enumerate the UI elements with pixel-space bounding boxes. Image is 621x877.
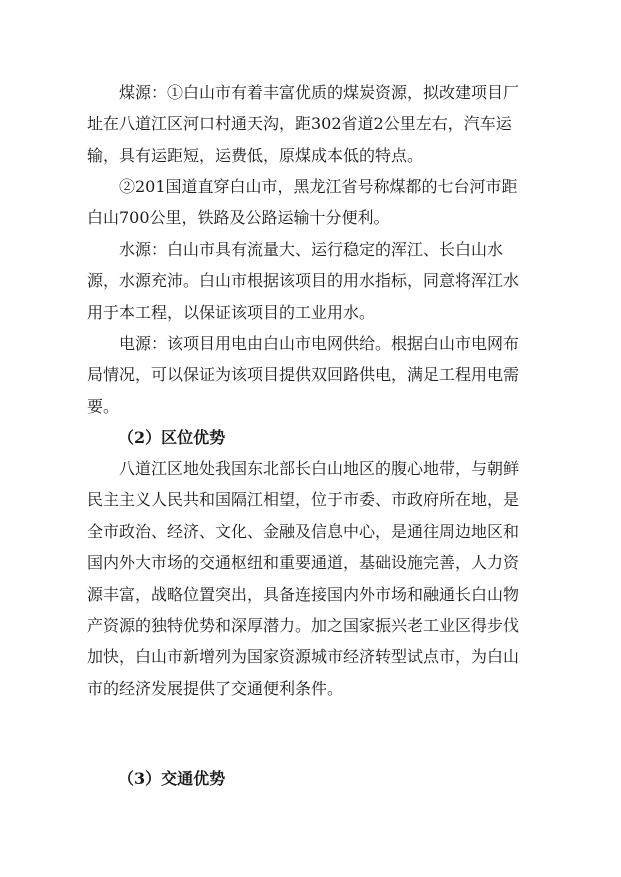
- paragraph-coal-source: 煤源：①白山市有着丰富优质的煤炭资源，拟改建项目厂址在八道江区河口村通天沟，距302省道2公里左右，汽车运输，具有运距短，运费低，原煤成本低的特点。: [87, 83, 520, 165]
- paragraph-power-source: 电源：该项目用电由白山市电网供给。根据白山市电网布局情况，可以保证为该项目提供双回路供电，满足工程用电需要。: [87, 334, 520, 416]
- paragraph-location: 八道江区地处我国东北部长白山地区的腹心地带，与朝鲜民主主义人民共和国隔江相望，位于市委、市政府所在地，是全市政治、经济、文化、金融及信息中心，是通往周边地区和国内外大市场的交通枢纽和重要通道，基础设施完善，人力资源丰富，战略位置突出，具备连接国内外市场和融通长白山物产资源的独特优势和深厚潜力。加之国家振兴老工业区得步伐加快，白山市新增列为国家资源城市经济转型试点市，为白山市的经济发展提供了交通便利条件。: [87, 459, 520, 698]
- heading-transport-advantage: （3）交通优势: [118, 769, 226, 788]
- paragraph-water-source: 水源：白山市具有流量大、运行稳定的浑江、长白山水源，水源充沛。白山市根据该项目的用水指标，同意将浑江水用于本工程，以保证该项目的工业用水。: [87, 240, 520, 322]
- heading-location-advantage: （2）区位优势: [118, 428, 226, 447]
- paragraph-road-transport: ②201国道直穿白山市，黑龙江省号称煤都的七台河市距白山700公里，铁路及公路运输十分便利。: [87, 177, 518, 228]
